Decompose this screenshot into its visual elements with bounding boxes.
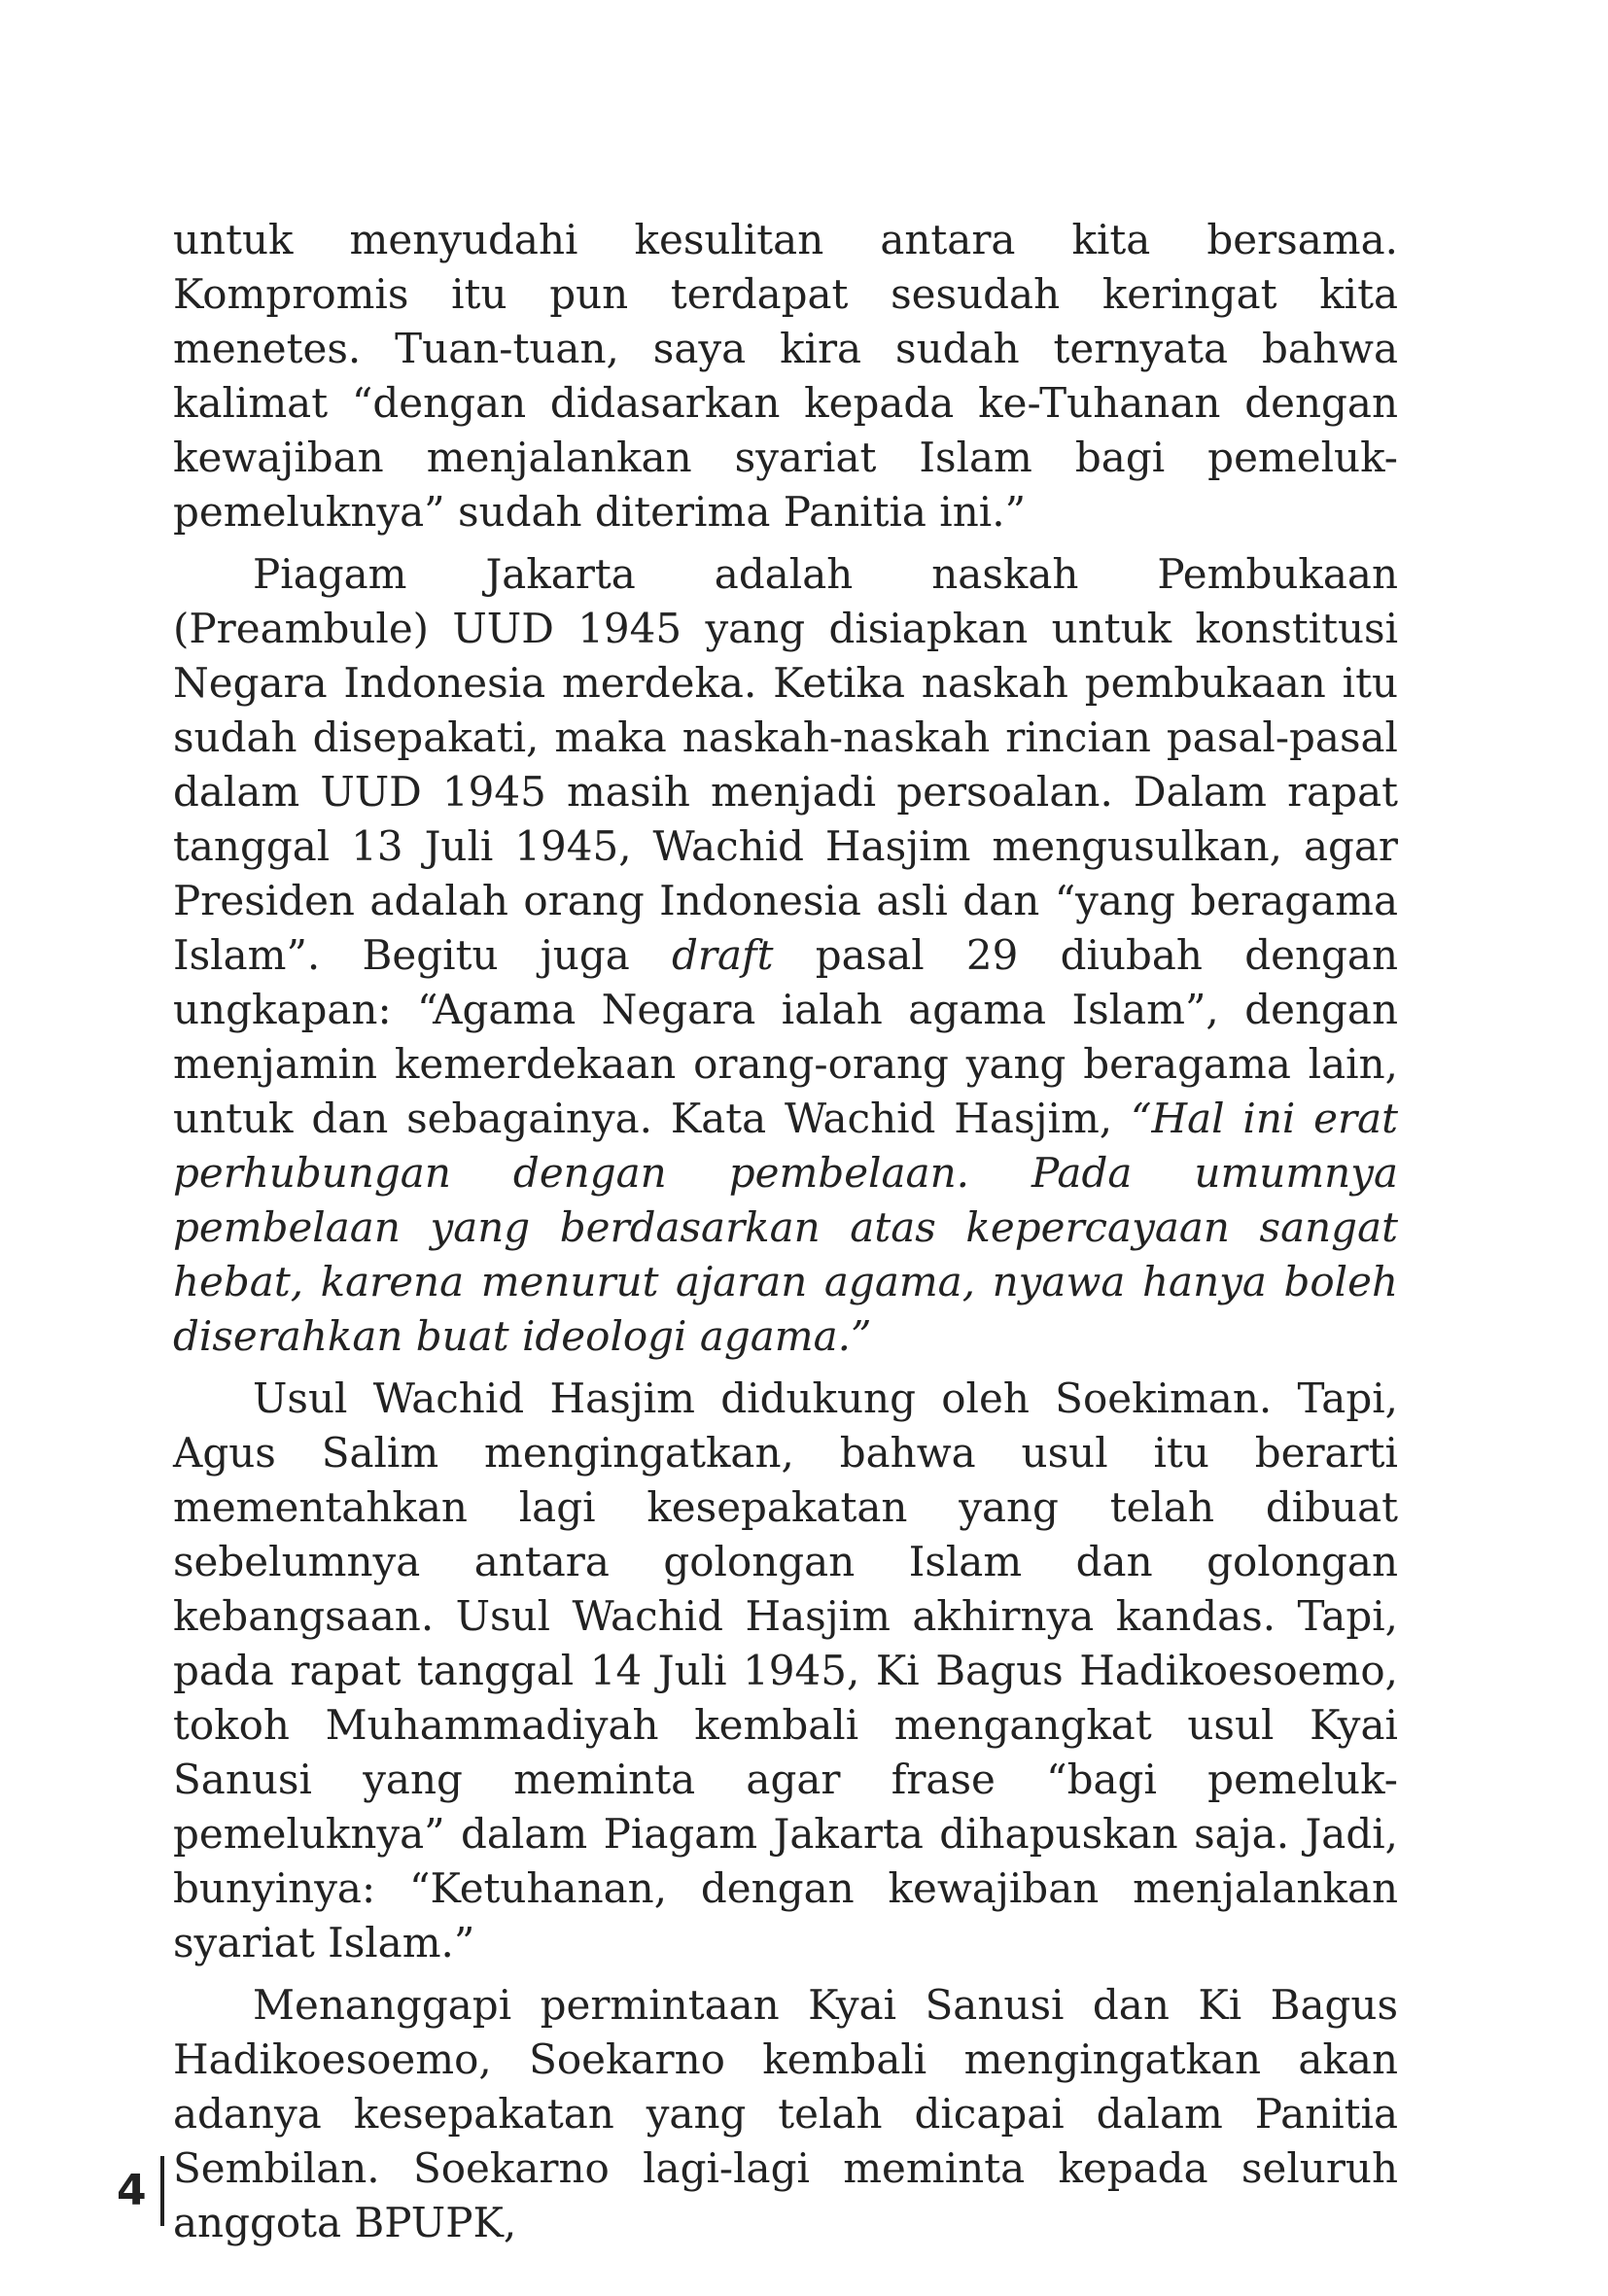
page-number-rule: [160, 2156, 164, 2226]
paragraph-2-text-c: pasal 29 diubah dengan ungkapan: “Agama Negara ialah agama Islam”, dengan menjamin kemerdekaan orang-orang yang beragama lain, untuk dan sebagainya. Kata Wachid Hasjim,: [173, 931, 1398, 1142]
paragraph-2-italic-quote: “Hal ini erat perhubungan dengan pembelaan. Pada umumnya pembelaan yang berdasarkan atas kepercayaan sangat hebat, karena menurut ajaran agama, nyawa hanya boleh diserahkan buat ideologi agama.”: [173, 1095, 1398, 1360]
paragraph-2-text-a: Piagam Jakarta adalah naskah Pembukaan (Preambule) UUD 1945 yang disiapkan untuk konstitusi Negara Indonesia merdeka. Ketika naskah pembukaan itu sudah disepakati, maka naskah-naskah rincian pasal-pasal dalam UUD 1945 masih menjadi persoalan. Dalam rapat tanggal 13 Juli 1945, Wachid Hasjim mengusulkan, agar Presiden adalah orang Indonesia asli dan “yang beragama Islam”. Begitu juga: [173, 550, 1398, 979]
paragraph-1: untuk menyudahi kesulitan antara kita bersama. Kompromis itu pun terdapat sesudah keringat kita menetes. Tuan-tuan, saya kira sudah ternyata bahwa kalimat “dengan didasarkan kepada ke-Tuhanan dengan kewajiban menjalankan syariat Islam bagi pemeluk-pemeluknya” sudah diterima Panitia ini.”: [173, 216, 1398, 536]
paragraph-2-italic-draft: draft: [672, 931, 774, 979]
paragraph-3: Usul Wachid Hasjim didukung oleh Soekiman. Tapi, Agus Salim mengingatkan, bahwa usul itu berarti mementahkan lagi kesepakatan yang telah dibuat sebelumnya antara golongan Islam dan golongan kebangsaan. Usul Wachid Hasjim akhirnya kandas. Tapi, pada rapat tanggal 14 Juli 1945, Ki Bagus Hadikoesoemo, tokoh Muhammadiyah kembali mengangkat usul Kyai Sanusi yang meminta agar frase “bagi pemeluk-pemeluknya” dalam Piagam Jakarta dihapuskan saja. Jadi, bunyinya: “Ketuhanan, dengan kewajiban menjalankan syariat Islam.”: [173, 1374, 1398, 1966]
page-footer: [117, 2156, 164, 2226]
paragraph-4: Menanggapi permintaan Kyai Sanusi dan Ki Bagus Hadikoesoemo, Soekarno kembali mengingatkan akan adanya kesepakatan yang telah dicapai dalam Panitia Sembilan. Soekarno lagi-lagi meminta kepada seluruh anggota BPUPK,: [173, 1981, 1398, 2246]
page-number: 4: [117, 2166, 147, 2215]
page-body: [173, 213, 1398, 2258]
paragraph-2: [173, 547, 1398, 1364]
